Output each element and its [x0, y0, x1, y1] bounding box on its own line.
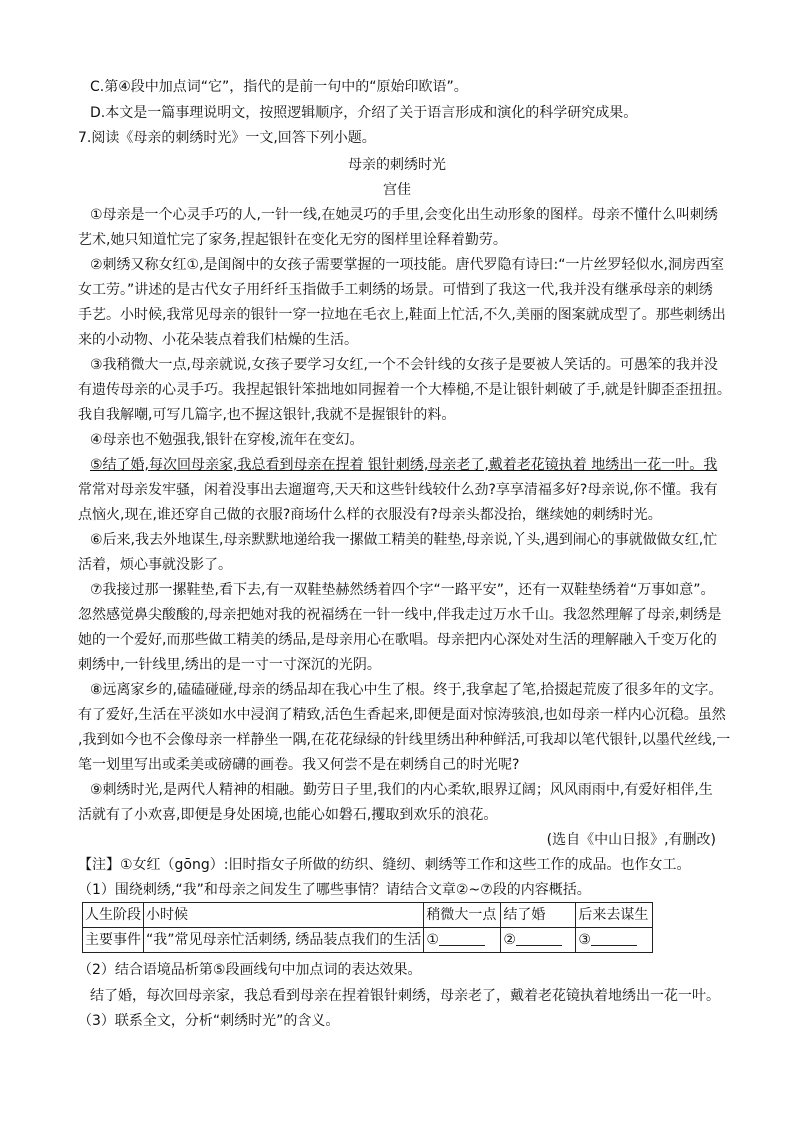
article-line: 活就有了小欢喜,即便是身处困境,也能心如磐石,攫取到欢乐的浪花。 — [78, 807, 498, 823]
question-1: （1）围绕刺绣,“我”和母亲之间发生了哪些事情？请结合文章②~⑦段的内容概括。 — [78, 882, 591, 898]
table-cell: 稍微大一点 — [424, 903, 501, 928]
article-line: 女工劳。”讲述的是古代女子用纤纤玉指做手工刺绣的场景。可惜到了我这一代,我并没有继承母亲的刺绣 — [78, 282, 713, 298]
question-3: （3）联系全文，分析“刺绣时光”的含义。 — [78, 1013, 340, 1029]
article-line: 常常对母亲发牢骚，闲着没事出去遛遛弯,天天和这些针线较什么劲?享享清福多好?母亲说,你不懂。我有 — [78, 482, 718, 498]
article-line: 艺术,她只知道忙完了家务,捏起银针在变化无穷的图样里诠释着勤劳。 — [78, 232, 507, 248]
answer-cell-2[interactable] — [501, 928, 576, 953]
option-d: D.本文是一篇事理说明文，按照逻辑顺序，介绍了关于语言形成和演化的科学研究成果。 — [90, 105, 638, 121]
answer-cell-1[interactable] — [424, 928, 501, 953]
article-line: ④母亲也不勉强我,银针在穿梭,流年在变幻。 — [90, 432, 364, 448]
article-line: ③我稍微大一点,母亲就说,女孩子要学习女红,一个不会针线的女孩子是要被人笑话的。可愚笨的我并没 — [90, 357, 718, 373]
question-7: 7.阅读《母亲的刺绣时光》一文,回答下列小题。 — [78, 130, 376, 146]
blank-label: ① — [426, 932, 439, 948]
article-line: ⑨刺绣时光,是两代人精神的相融。勤劳日子里,我们的内心柔软,眼界辽阔；风风雨雨中,有爱好相伴,生 — [90, 782, 713, 798]
article-line: 来的小动物、小花朵装点着我们枯燥的生活。 — [78, 332, 358, 348]
answer-table — [82, 902, 653, 953]
article-line: 忽然感觉鼻尖酸酸的,母亲把她对我的祝福绣在一针一线中,伴我走过万水千山。我忽然理解了母亲,刺绣是 — [78, 607, 722, 623]
table-cell: 主要事件 — [83, 928, 144, 953]
answer-blank — [439, 931, 485, 946]
table-cell: 小时候 — [144, 903, 424, 928]
article-line: 活着，烦心事就没影了。 — [78, 557, 232, 573]
table-header-row — [83, 903, 653, 928]
answer-blank — [516, 931, 562, 946]
article-line: ②刺绣又称女红①,是闺阁中的女孩子需要掌握的一项技能。唐代罗隐有诗曰:“一片丝罗轻似水,洞房西室 — [90, 257, 724, 273]
table-cell: 后来去谋生 — [576, 903, 653, 928]
article-line: 刺绣中,一针线里,绣出的是一寸一寸深沉的光阴。 — [78, 657, 381, 673]
article-line: ①母亲是一个心灵手巧的人,一针一线,在她灵巧的手里,会变化出生动形象的图样。母亲不懂什么叫刺绣 — [90, 207, 718, 223]
article-title: 母亲的刺绣时光 — [348, 157, 446, 173]
blank-label: ② — [503, 932, 516, 948]
article-line: 有了爱好,生活在平淡如水中浸润了精致,活色生香起来,即便是面对惊涛骇浪,也如母亲一样内心沉稳。虽然 — [78, 707, 726, 723]
article-author: 宫佳 — [383, 182, 411, 198]
footnote: 【注】①女红（gōng）:旧时指女子所做的纺织、缝纫、刺绣等工作和这些工作的成品。也作女工。 — [78, 857, 691, 873]
article-line: ⑧远离家乡的,磕磕碰碰,母亲的绣品却在我心中生了根。终于,我拿起了笔,拾掇起荒废了很多年的文字。 — [90, 682, 723, 698]
answer-cell-3[interactable] — [576, 928, 653, 953]
option-c: C.第④段中加点词“它”，指代的是前一句中的“原始印欧语”。 — [90, 79, 468, 95]
answer-blank — [591, 931, 637, 946]
article-line: ⑥后来,我去外地谋生,母亲默默地递给我一摞做工精美的鞋垫,母亲说,丫头,遇到闹心的事就做做女红,忙 — [90, 532, 718, 548]
article-line: ⑦我接过那一摞鞋垫,看下去,有一双鞋垫赫然绣着四个字“一路平安”，还有一双鞋垫绣着“万事如意”。 — [90, 582, 715, 598]
question-2-quote: 结了婚，每次回母亲家，我总看到母亲在捏着银针刺绣，母亲老了，戴着老花镜执着地绣出一花一叶。 — [90, 988, 720, 1004]
article-line: 她的一个爱好,而那些做工精美的绣品,是母亲用心在歌唱。母亲把内心深处对生活的理解融入千变万化的 — [78, 632, 717, 648]
underlined-line: ⑤结了婚,每次回母亲家,我总看到母亲在捏着 银针刺绣,母亲老了,戴着老花镜执着 地绣出一花一叶。我 — [90, 457, 718, 473]
table-row — [83, 928, 653, 953]
article-line: 点恼火,现在,谁还穿自己做的衣服?商场什么样的衣服没有?母亲头都没抬，继续她的刺绣时光。 — [78, 507, 662, 523]
article-line: ,我到如今也不会像母亲一样静坐一隅,在花花绿绿的针线里绣出种种鲜活,可我却以笔代银针,以墨代丝线,一 — [78, 732, 731, 748]
article-line: 手艺。小时候,我常见母亲的银针一穿一拉地在毛衣上,鞋面上忙活,不久,美丽的图案就成型了。那些刺绣出 — [78, 307, 726, 323]
question-2: （2）结合语境品析第⑤段画线句中加点词的表达效果。 — [78, 962, 422, 978]
table-cell: 人生阶段 — [83, 903, 144, 928]
table-cell: 结了婚 — [501, 903, 576, 928]
blank-label: ③ — [578, 932, 591, 948]
article-line: 有遗传母亲的心灵手巧。我捏起银针笨拙地如同握着一个大棒槌,不是让银针刺破了手,就是针脚歪歪扭扭。 — [78, 382, 731, 398]
article-source: (选自《中山日报》,有删改) — [546, 832, 716, 848]
article-line: 我自我解嘲,可写几篇字,也不握这银针,我就不是握银针的料。 — [78, 407, 456, 423]
table-cell: “我”常见母亲忙活刺绣, 绣品装点我们的生活 — [144, 928, 424, 953]
article-line: 笔一划里写出或柔美或磅礴的画卷。我又何尝不是在刺绣自己的时光呢? — [78, 757, 520, 773]
